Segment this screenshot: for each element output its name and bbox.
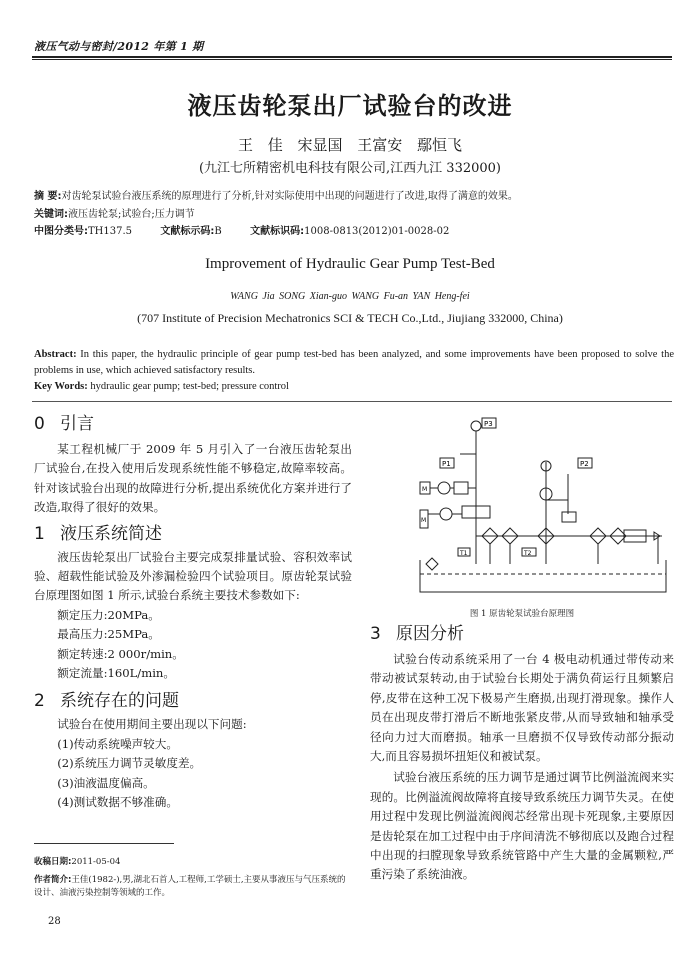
doc-code-label: 文献标示码:	[160, 226, 215, 237]
english-affiliation: (707 Institute of Precision Mechatronics SCI & TECH Co.,Ltd., Jiujiang 332000, China)	[137, 311, 563, 325]
section-number: 3	[370, 624, 381, 644]
english-abstract	[34, 347, 674, 379]
temp-label-t1: T1	[460, 550, 468, 557]
classification-line	[34, 225, 449, 238]
header-rule	[32, 56, 672, 58]
intro-paragraph: 某工程机械厂于 2009 年 5 月引入了一台液压齿轮泵出厂试验台,在投入使用后发现系统性能不够稳定,故障率较高。针对该试验台出现的故障进行分析,提出系统优化方案并进行了改造,取得了很好的效果。	[34, 442, 352, 515]
english-abstract-label: Abstract:	[34, 349, 77, 360]
section-heading-0	[34, 412, 352, 436]
paper-title: 液压齿轮泵出厂试验台的改进	[187, 92, 513, 120]
english-title: Improvement of Hydraulic Gear Pump Test-Bed	[205, 256, 495, 272]
header-rule-thin	[32, 59, 672, 60]
section-heading-1	[34, 522, 352, 546]
param-item: 额定转速:2 000r/min。	[57, 646, 184, 661]
english-keywords-label: Key Words:	[34, 381, 88, 392]
english-authors: WANG Jia SONG Xian-guo WANG Fu-an YAN Heng-fei	[230, 291, 470, 302]
section-number: 0	[34, 414, 45, 434]
abstract-rule	[32, 401, 672, 402]
clc-value: TH137.5	[88, 226, 133, 237]
problem-item: (2)系统压力调节灵敏度差。	[57, 756, 202, 771]
system-paragraph: 液压齿轮泵出厂试验台主要完成泵排量试验、容积效率试验、超载性能试验及外渗漏检验四个试验项目。原齿轮泵试验台原理图如图 1 所示,试验台系统主要技术参数如下:	[34, 549, 352, 603]
abstract-cn	[34, 190, 518, 203]
problem-item: (1)传动系统噪声较大。	[57, 736, 178, 751]
author-list: 王 佳 宋显国 王富安 鄢恒飞	[237, 136, 463, 154]
section-title: 系统存在的问题	[60, 691, 179, 712]
motor-label-1: M	[422, 486, 428, 493]
english-keywords-text: hydraulic gear pump; test-bed; pressure control	[90, 381, 289, 392]
received-label: 收稿日期:	[34, 857, 72, 867]
section-number: 1	[34, 523, 45, 544]
bio-text: 王佳(1982-),男,湖北石首人,工程师,工学硕士,主要从事液压与气压系统的设计、油液污染控制等领域的工作。	[34, 875, 346, 898]
cause-paragraph-1: 试验台传动系统采用了一台 4 极电动机通过带传动来带动被试泵转动,由于试验台长期处于满负荷运行且频繁启停,皮带在这种工况下极易产生磨损,出现打滑现象。操作人员在出现皮带打滑后不断地张紧皮带,从而导致轴和轴承受径向力过大而磨损。轴承一旦磨损不仅导致传动部分振动大,而且容易损坏扭矩仪和被试泵。	[370, 652, 674, 764]
bio-label: 作者简介:	[34, 875, 72, 885]
section-number: 2	[34, 691, 45, 712]
author-bio	[34, 874, 354, 899]
page-number: 28	[48, 916, 61, 927]
affiliation: (九江七所精密机电科技有限公司,江西九江 332000)	[198, 161, 502, 176]
received-date	[34, 856, 354, 869]
article-id-value: 1008-0813(2012)01-0028-02	[304, 226, 450, 237]
param-item: 额定流量:160L/min。	[57, 666, 175, 681]
param-item: 额定压力:20MPa。	[57, 607, 160, 622]
english-abstract-text: In this paper, the hydraulic principle of gear pump test-bed has been analyzed, and some improvements have been proposed to solve the problems in use, which achieved satisfactory results.	[34, 349, 674, 376]
footnote-rule	[34, 843, 174, 844]
section-heading-2	[34, 689, 352, 713]
gauge-label-p3: P3	[484, 420, 493, 428]
gauge-label-p1: P1	[442, 460, 451, 468]
section-title: 引言	[60, 414, 94, 434]
section-heading-3	[370, 622, 674, 646]
figure-caption: 图 1 原齿轮泵试验台原理图	[469, 609, 575, 619]
left-column	[34, 412, 352, 813]
gauge-label-p2: P2	[580, 460, 589, 468]
abstract-label: 摘 要:	[34, 191, 62, 202]
hydraulic-schematic-figure	[418, 414, 680, 604]
param-item: 最高压力:25MPa。	[57, 627, 160, 642]
cause-paragraph-2: 试验台液压系统的压力调节是通过调节比例溢流阀来实现的。比例溢流阀故障将直接导致系统压力调节失灵。在使用过程中发现比例溢流阀阀芯经常出现卡死现象,主要原因是齿轮泵在加工过程中由于序间清洗不够彻底以及跑合过程中出现的扫膛现象导致系统管路中产生大量的金属颗粒,严重污染了系统油液。	[370, 770, 674, 882]
section-title: 液压系统简述	[60, 523, 162, 544]
right-column	[370, 622, 674, 885]
keywords-cn	[34, 208, 195, 221]
clc-label: 中图分类号:	[34, 226, 88, 237]
received-value: 2011-05-04	[71, 857, 121, 867]
problem-item: (3)油液温度偏高。	[57, 775, 155, 790]
section-title: 原因分析	[396, 624, 464, 644]
doc-code-value: B	[214, 226, 222, 237]
running-header: 液压气动与密封/2012 年第 1 期	[34, 40, 204, 53]
temp-label-t2: T2	[524, 550, 532, 557]
problem-item: (4)测试数据不够准确。	[57, 795, 178, 810]
english-keywords	[34, 381, 289, 392]
article-id-label: 文献标识码:	[250, 226, 305, 237]
keywords-text: 液压齿轮泵;试验台;压力调节	[68, 209, 195, 220]
keywords-label: 关键词:	[34, 209, 68, 220]
problems-intro: 试验台在使用期间主要出现以下问题:	[57, 717, 247, 732]
motor-label-2: M	[421, 517, 427, 524]
abstract-text: 对齿轮泵试验台液压系统的原理进行了分析,针对实际使用中出现的问题进行了改进,取得了满意的效果。	[61, 191, 518, 202]
